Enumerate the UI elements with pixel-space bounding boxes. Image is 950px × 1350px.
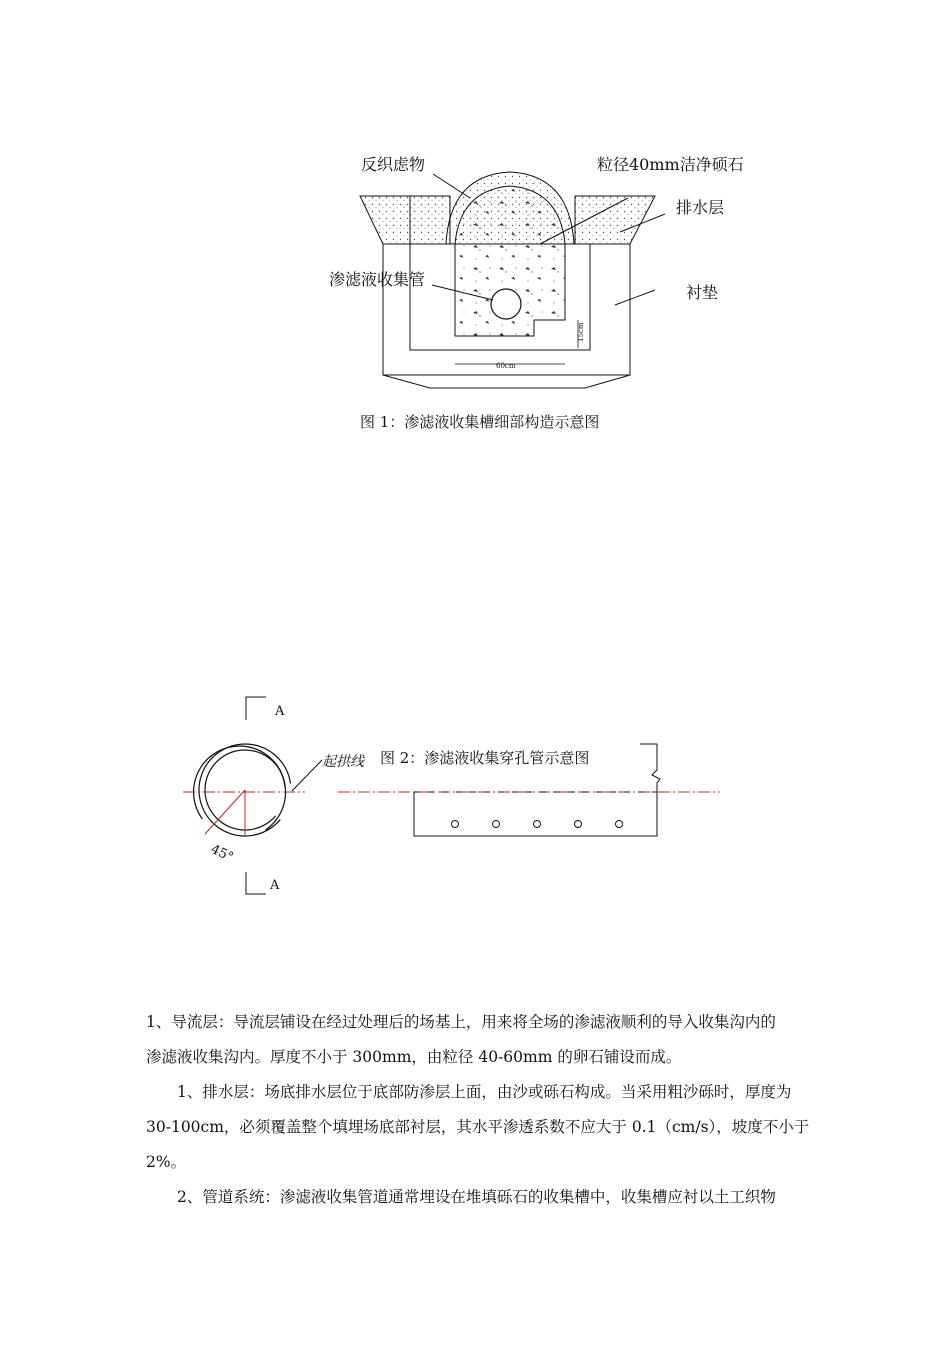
pipe-holes — [452, 821, 623, 828]
collection-pipe — [491, 289, 521, 319]
pipe-hole — [452, 821, 459, 828]
dim-width: 60cm — [496, 362, 516, 370]
arch-line-label: 起拱线 — [322, 754, 364, 770]
pipe-section-outer — [189, 739, 293, 833]
paragraph-1-line-2: 渗滤液收集沟内。厚度不小于 300mm，由粒径 40-60mm 的卵石铺设而成。 — [146, 1048, 682, 1066]
paragraph-3: 2、管道系统：渗滤液收集管道通常埋设在堆填砾石的收集槽中，收集槽应衬以土工织物 — [177, 1188, 776, 1206]
drain-layer-right — [575, 196, 655, 244]
pipe-hole — [575, 821, 582, 828]
drain-layer-left — [360, 196, 450, 244]
label-liner: 衬垫 — [686, 283, 719, 302]
angle-label: 45° — [208, 842, 236, 866]
figure2-diagram — [0, 450, 950, 1350]
pipe-hole — [493, 821, 500, 828]
figure1-diagram — [0, 0, 950, 450]
section-mark-top: A — [275, 704, 285, 719]
dim-height: 15cm — [577, 322, 585, 342]
figure1-caption: 图 1：渗滤液收集槽细部构造示意图 — [360, 413, 600, 431]
label-drain-layer: 排水层 — [676, 198, 725, 217]
body-text — [146, 1005, 814, 1215]
figure2-caption: 图 2：渗滤液收集穿孔管示意图 — [380, 749, 590, 767]
pipe-hole — [534, 821, 541, 828]
paragraph-1-line-1: 1、导流层：导流层铺设在经过处理后的场基上，用来将全场的渗滤液顺利的导入收集沟内的 — [146, 1013, 776, 1031]
perforated-pipe — [414, 792, 657, 836]
pipe-hole — [616, 821, 623, 828]
label-fabric: 反织虑物 — [361, 155, 426, 174]
label-gravel: 粒径40mm洁净硕石 — [597, 155, 744, 174]
label-pipe: 渗滤液收集管 — [329, 270, 426, 289]
section-mark-bottom: A — [270, 878, 280, 893]
paragraph-2: 1、排水层：场底排水层位于底部防渗层上面，由沙或砾石构成。当采用粗沙砾时，厚度为 30-100cm，必须覆盖整个填埋场底部衬层，其水平渗透系数不应大于 0.1（cm/s），坡度不小于 2%。 — [146, 1083, 810, 1171]
